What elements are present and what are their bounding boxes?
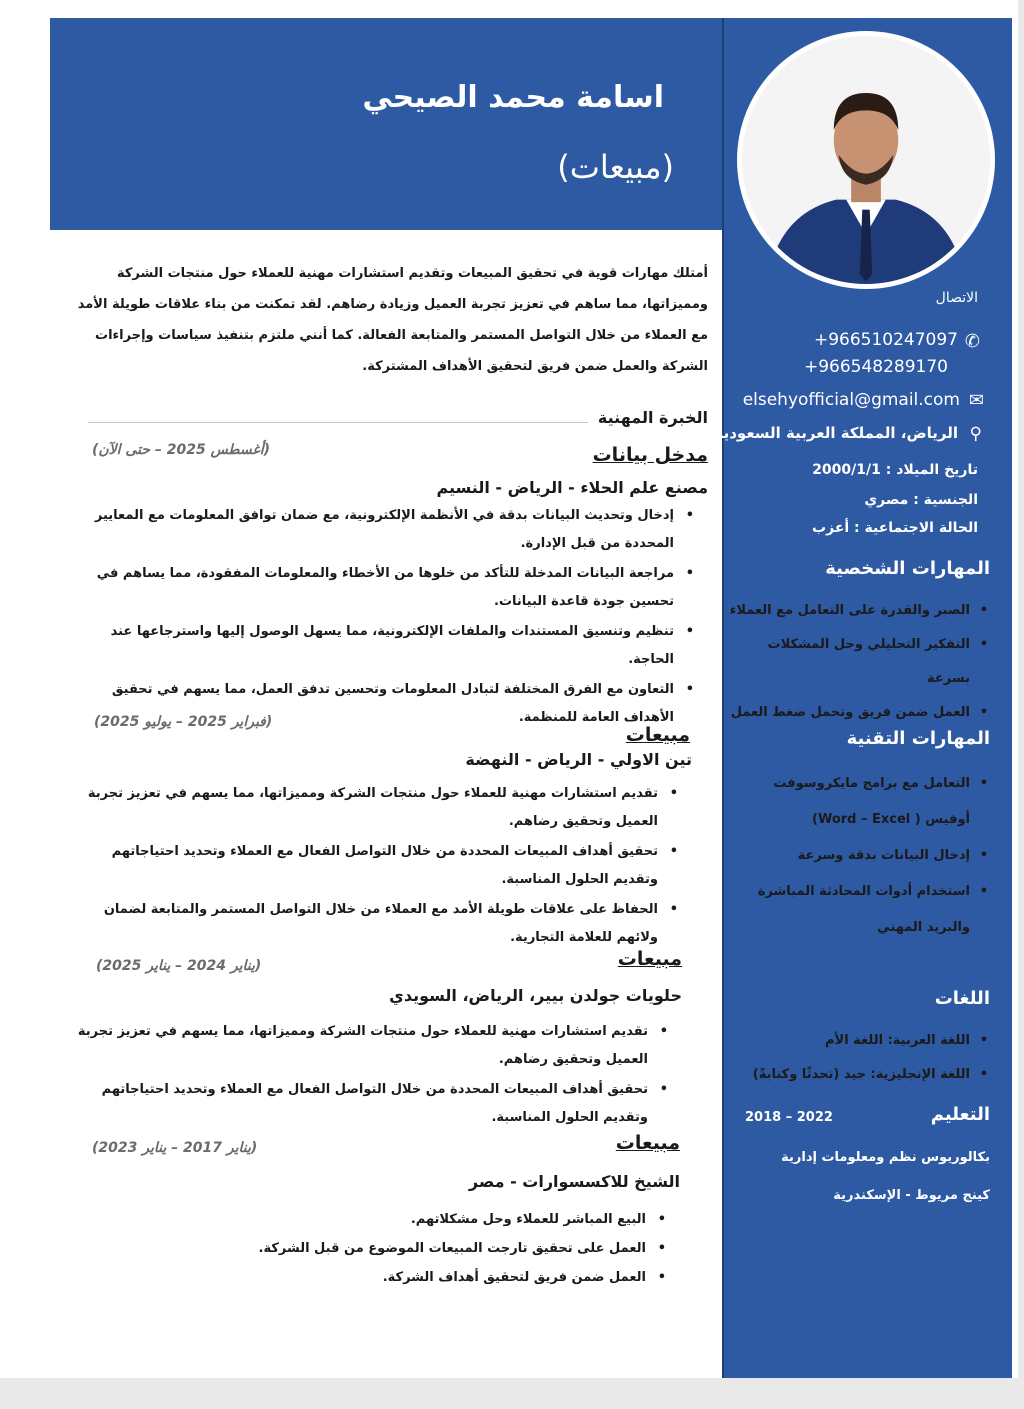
profile-photo-illustration <box>742 36 990 284</box>
job-date: (أغسطس 2025 – حتى الآن) <box>92 442 271 458</box>
candidate-role: (مبيعات) <box>557 148 674 186</box>
personal-skill-item: • الصبر والقدرة على التعامل مع العملاء <box>728 594 998 628</box>
phone-number-2[interactable]: +966548289170 <box>803 357 948 377</box>
candidate-name: اسامة محمد الصيحي <box>362 80 664 115</box>
job-bullets <box>62 1018 682 1134</box>
personal-skill-item: • العمل ضمن فريق وتحمل ضغط العمل <box>728 696 998 730</box>
job-bullets <box>72 780 692 954</box>
education-school: كينج مريوط - الإسكندرية <box>833 1188 990 1203</box>
header-banner <box>50 18 724 230</box>
job-bullet: • مراجعة البيانات المدخلة للتأكد من خلوها من الأخطاء والمعلومات المفقودة، مما يساهم في تحسين جودة قاعدة البيانات. <box>68 560 708 616</box>
profile-photo <box>737 31 995 289</box>
phone-icon: ✆ <box>964 331 980 352</box>
location-pin-icon: ⚲ <box>969 424 982 444</box>
tech-skill-item: • إدخال البيانات بدقة وسرعة <box>728 838 998 874</box>
personal-skills-title: المهارات الشخصية <box>825 558 990 579</box>
experience-heading: الخبرة المهنية <box>597 408 708 427</box>
job-bullet: • تقديم استشارات مهنية للعملاء حول منتجات الشركة ومميزاتها، مما يسهم في تعزيز تجربة العميل وتحقيق رضاهم. <box>62 1018 682 1074</box>
language-item: • اللغة الإنجليزية: جيد (تحدثًا وكتابةً) <box>728 1058 998 1092</box>
job-date: (فبراير 2025 – يوليو 2025) <box>94 714 273 730</box>
profile-summary: أمتلك مهارات قوية في تحقيق المبيعات وتقديم استشارات مهنية للعملاء حول منتجات الشركة ومميزاتها، مما ساهم في تعزيز تجربة العميل وزيادة رضاهم. لقد تمكنت من بناء علاقات طويلة الأمد مع العملاء من خلال التواصل المستمر والمتابعة الفعالة. كما أنني ملتزم بتنفيذ سياسات وإجراءات الشركة والعمل ضمن فريق لتحقيق الأهداف المشتركة. <box>77 266 708 374</box>
job-bullet: • العمل على تحقيق تارجت المبيعات الموضوع من قبل الشركة. <box>160 1235 680 1262</box>
job-title: مدخل بيانات <box>592 444 708 466</box>
marital-status: الحالة الاجتماعية : أعزب <box>812 520 978 536</box>
tech-skills-list <box>728 766 998 946</box>
job-title: مبيعات <box>625 724 690 746</box>
email-address[interactable]: elsehyofficial@gmail.com <box>742 390 960 410</box>
job-company: تين الاولي - الرياض - النهضة <box>465 750 692 769</box>
job-bullet: • تنظيم وتنسيق المستندات والملفات الإلكترونية، مما يسهل الوصول إليها واسترجاعها عند الحاجة. <box>68 618 708 674</box>
mail-icon: ✉ <box>968 390 984 411</box>
job-bullet: • البيع المباشر للعملاء وحل مشكلاتهم. <box>160 1206 680 1233</box>
personal-skill-item: • التفكير التحليلي وحل المشكلات بسرعة <box>728 628 998 696</box>
tech-skill-item: • التعامل مع برامج مايكروسوفت أوفيس ( Word – Excel) <box>728 766 998 838</box>
job-date: (يناير 2017 – يناير 2023) <box>92 1140 258 1156</box>
job-company: مصنع علم الحلاء - الرياض - النسيم <box>436 478 708 497</box>
job-bullet: • إدخال وتحديث البيانات بدقة في الأنظمة الإلكترونية، مع ضمان توافق المعلومات مع المعايير المحددة من قبل الإدارة. <box>68 502 708 558</box>
job-company: حلويات جولدن بيير، الرياض، السويدي <box>389 986 682 1005</box>
education-degree: بكالوريوس نظم ومعلومات إدارية <box>781 1150 990 1165</box>
personal-skills-list <box>728 594 998 730</box>
tech-skill-item: • استخدام أدوات المحادثة المباشرة والبريد المهني <box>728 874 998 946</box>
nationality: الجنسية : مصري <box>864 492 978 508</box>
job-bullet: • تحقيق أهداف المبيعات المحددة من خلال التواصل الفعال مع العملاء وتحديد احتياجاتهم وتقديم الحلول المناسبة. <box>72 838 692 894</box>
languages-title: اللغات <box>934 988 990 1009</box>
job-bullet: • العمل ضمن فريق لتحقيق أهداف الشركة. <box>160 1264 680 1291</box>
job-bullet: • التعاون مع الفرق المختلفة لتبادل المعلومات وتحسين تدفق العمل، مما يسهم في تحقيق الأهداف العامة للمنظمة. <box>68 676 708 732</box>
job-title: مبيعات <box>615 1132 680 1154</box>
job-bullets <box>160 1206 680 1293</box>
job-bullet: • تحقيق أهداف المبيعات المحددة من خلال التواصل الفعال مع العملاء وتحديد احتياجاتهم وتقديم الحلول المناسبة. <box>62 1076 682 1132</box>
experience-divider <box>88 422 588 423</box>
phone-number-1[interactable]: +966510247097 <box>813 330 958 350</box>
education-years: 2018 – 2022 <box>745 1110 833 1125</box>
job-title: مبيعات <box>617 948 682 970</box>
birth-date: تاريخ الميلاد : 2000/1/1 <box>812 462 978 478</box>
job-company: الشيخ للاكسسوارات - مصر <box>468 1172 680 1191</box>
job-bullets <box>68 502 708 734</box>
job-bullet: • تقديم استشارات مهنية للعملاء حول منتجات الشركة ومميزاتها، مما يسهم في تعزيز تجربة العميل وتحقيق رضاهم. <box>72 780 692 836</box>
job-date: (يناير 2024 – يناير 2025) <box>96 958 262 974</box>
education-title: التعليم <box>930 1104 990 1125</box>
contact-title: الاتصال <box>935 290 978 306</box>
tech-skills-title: المهارات التقنية <box>846 728 990 749</box>
location: الرياض، المملكة العربية السعودية <box>714 424 958 442</box>
languages-list <box>728 1024 998 1092</box>
job-bullet: • الحفاظ على علاقات طويلة الأمد مع العملاء من خلال التواصل المستمر والمتابعة لضمان ولائهم للعلامة التجارية. <box>72 896 692 952</box>
language-item: • اللغة العربية: اللغة الأم <box>728 1024 998 1058</box>
